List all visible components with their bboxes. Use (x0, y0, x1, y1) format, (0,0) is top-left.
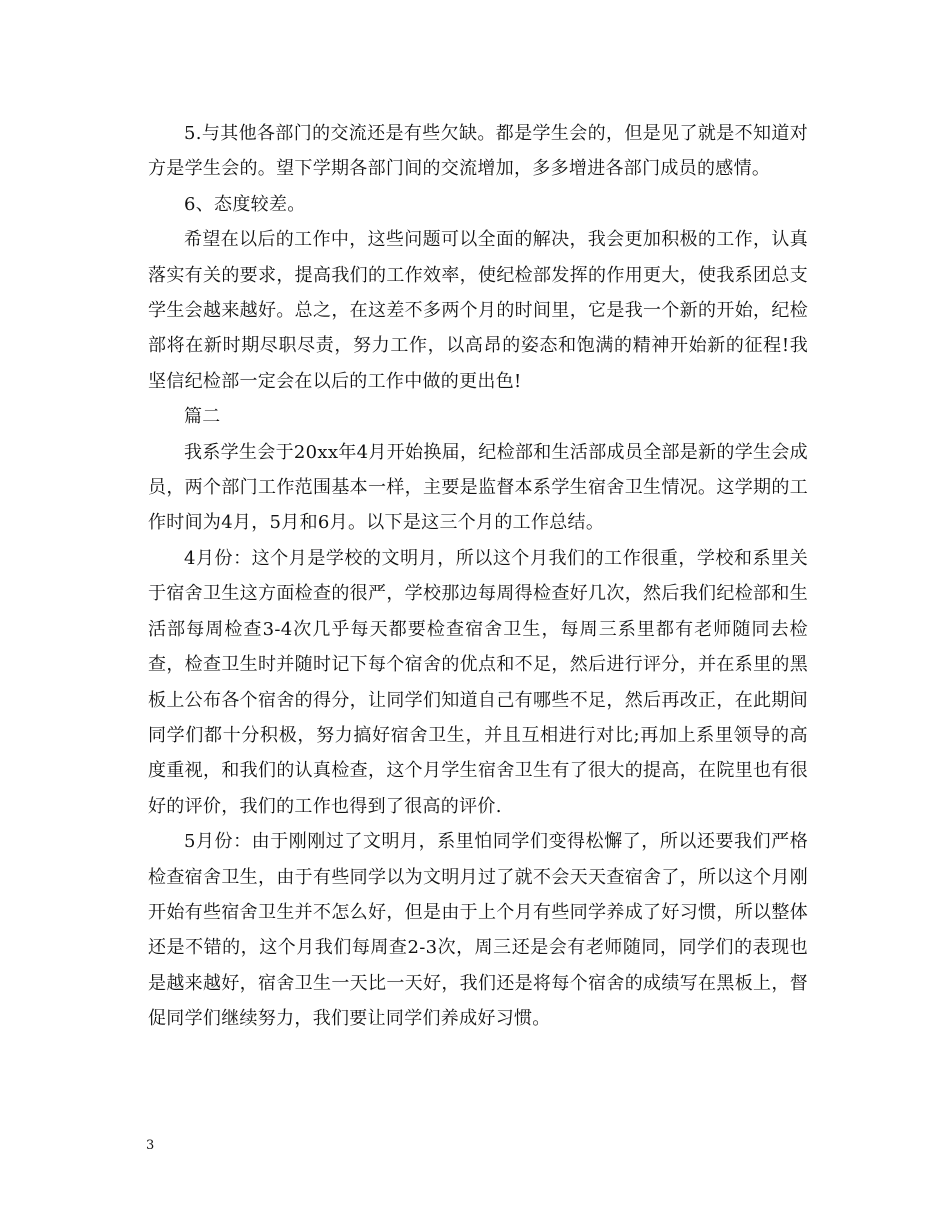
paragraph-department-communication: 5.与其他各部门的交流还是有些欠缺。都是学生会的，但是见了就是不知道对方是学生会的。望下学期各部门间的交流增加，多多增进各部门成员的感情。 (148, 123, 808, 180)
page-number: 3 (146, 1138, 155, 1153)
paragraph-introduction: 我系学生会于20xx年4月开始换届，纪检部和生活部成员全部是新的学生会成员，两个部门工作范围基本一样，主要是监督本系学生宿舍卫生情况。这学期的工作时间为4月，5月和6月。以下是这三个月的工作总结。 (148, 441, 808, 534)
paragraph-hope: 希望在以后的工作中，这些问题可以全面的解决，我会更加积极的工作，认真落实有关的要求，提高我们的工作效率，使纪检部发挥的作用更大，使我系团总支学生会越来越好。总之，在这差不多两个月的时间里，它是我一个新的开始，纪检部将在新时期尽职尽责，努力工作，以高昂的姿态和饱满的精神开始新的征程!我坚信纪检部一定会在以后的工作中做的更出色! (148, 229, 808, 392)
document-body (148, 116, 808, 1037)
paragraph-attitude: 6、态度较差。 (184, 193, 306, 215)
section-heading-part-two: 篇二 (184, 406, 221, 428)
paragraph-may: 5月份：由于刚刚过了文明月，系里怕同学们变得松懈了，所以还要我们严格检查宿舍卫生，由于有些同学以为文明月过了就不会天天查宿舍了，所以这个月刚开始有些宿舍卫生并不怎么好，但是由于上个月有些同学养成了好习惯，所以整体还是不错的，这个月我们每周查2-3次，周三还是会有老师随同，同学们的表现也是越来越好，宿舍卫生一天比一天好，我们还是将每个宿舍的成绩写在黑板上，督促同学们继续努力，我们要让同学们养成好习惯。 (148, 831, 808, 1030)
paragraph-april: 4月份：这个月是学校的文明月，所以这个月我们的工作很重，学校和系里关于宿舍卫生这方面检查的很严，学校那边每周得检查好几次，然后我们纪检部和生活部每周检查3-4次几乎每天都要检查宿舍卫生，每周三系里都有老师随同去检查，检查卫生时并随时记下每个宿舍的优点和不足，然后进行评分，并在系里的黑板上公布各个宿舍的得分，让同学们知道自己有哪些不足，然后再改正，在此期间同学们都十分积极，努力搞好宿舍卫生，并且互相进行对比;再加上系里领导的高度重视，和我们的认真检查，这个月学生宿舍卫生有了很大的提高，在院里也有很好的评价，我们的工作也得到了很高的评价. (148, 547, 808, 817)
